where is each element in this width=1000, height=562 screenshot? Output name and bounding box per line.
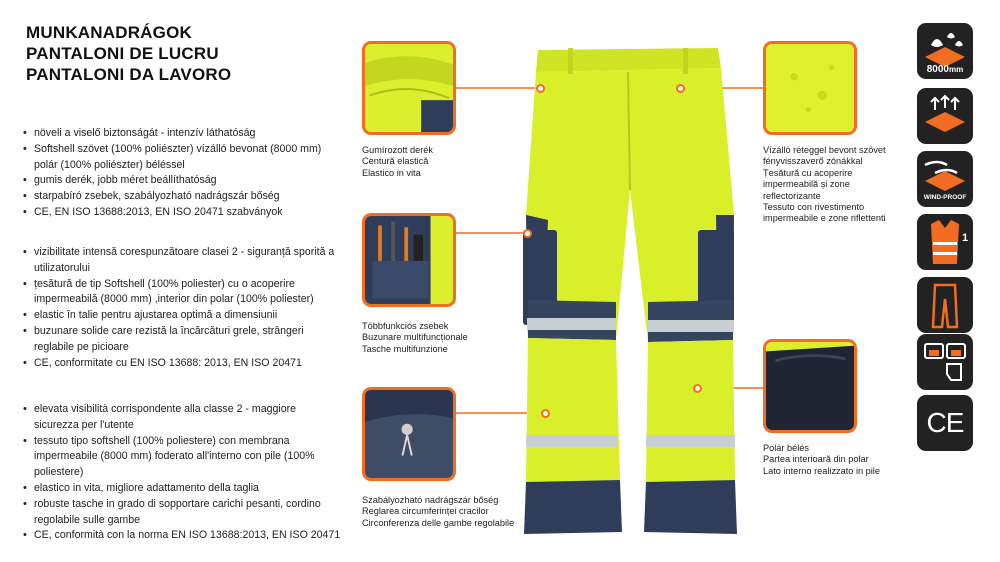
feature-list-hu: [22, 126, 342, 221]
windproof-label: WIND-PROOF: [923, 194, 967, 201]
lining-detail-image: [763, 339, 857, 433]
waterproof-value: 8000: [926, 64, 949, 75]
feature-item: • Softshell szövet (100% poliészter) vízálló bevonat (8000 mm) polár (100% poliészter) béléssel: [22, 142, 342, 174]
lining-caption: Polár bélés Partea interioară din polar Lato interno realizzato in pile: [763, 443, 880, 476]
feature-item: • CE, EN ISO 13688:2013, EN ISO 20471 szabványok: [22, 205, 342, 221]
breathable-icon: [917, 88, 973, 144]
fabric-detail-image: [763, 41, 857, 135]
waist-callout-dot: [536, 84, 545, 93]
feature-item: • CE, conformità con la norma EN ISO 13688:2013, EN ISO 20471: [22, 528, 342, 544]
feature-item: • țesătură de tip Softshell (100% poliester) cu o acoperire impermeabilă (8000 mm) ,interior din polar (100% poliester): [22, 277, 342, 309]
pockets-callout-dot: [523, 229, 532, 238]
feature-list-ro: [22, 245, 342, 371]
pockets-icon: [917, 334, 973, 390]
lining-callout-dot: [693, 384, 702, 393]
ce-mark-icon: [917, 395, 973, 451]
title-ro: PANTALONI DE LUCRU: [26, 44, 219, 63]
feature-item: • elevata visibilità corrispondente alla classe 2 - maggiore sicurezza per l'utente: [22, 402, 342, 434]
fabric-callout-dot: [676, 84, 685, 93]
title-it: PANTALONI DA LAVORO: [26, 65, 232, 84]
feature-item: • robuste tasche in grado di sopportare carichi pesanti, cordino regolabile sulle gambe: [22, 497, 342, 529]
trousers-icon: [917, 277, 973, 333]
title-block: [26, 22, 231, 85]
feature-item: • elastic în talie pentru ajustarea optimă a dimensiunii: [22, 308, 342, 324]
fabric-caption: Vízálló réteggel bevont szövet fényvisszaverő zónákkal Țesătură cu acoperire impermeabilă și zone reflectorizante Tessuto con rivestimento impermeabile e zone riflettenti: [763, 145, 886, 224]
waterproof-unit: mm: [949, 65, 964, 74]
waterproof-icon: [917, 23, 973, 79]
feature-item: • buzunare solide care rezistă la încărcături grele, strângeri reglabile pe picioare: [22, 324, 342, 356]
feature-item: • vizibilitate intensă corespunzătoare clasei 2 - siguranță sporită a utilizatorului: [22, 245, 342, 277]
hem-callout-dot: [541, 409, 550, 418]
feature-item: • elastico in vita, migliore adattamento della taglia: [22, 481, 342, 497]
windproof-icon: [917, 151, 973, 207]
ce-label: CE: [926, 407, 964, 438]
hi-vis-vest-icon: [917, 214, 973, 270]
pockets-detail-image: [362, 213, 456, 307]
feature-item: • növeli a viselő biztonságát - intenzív láthatóság: [22, 126, 342, 142]
title-hu: MUNKANADRÁGOK: [26, 23, 192, 42]
pockets-caption: Többfunkciós zsebek Buzunare multifuncționale Tasche multifunzione: [362, 321, 468, 354]
feature-item: • CE, conformitate cu EN ISO 13688: 2013, EN ISO 20471: [22, 356, 342, 372]
hi-vis-pants-image: [508, 40, 748, 540]
waist-caption: Gumírozott derék Centură elastică Elastico in vita: [362, 145, 433, 178]
feature-item: • gumis derék, jobb méret beállíthatóság: [22, 173, 342, 189]
vest-class-number: 1: [961, 232, 969, 244]
feature-list-it: [22, 402, 342, 544]
feature-item: • tessuto tipo softshell (100% poliestere) con membrana impermeabile (8000 mm) foderato all'interno con pile (100% poliestere): [22, 434, 342, 481]
hem-caption: Szabályozható nadrágszár bőség Reglarea circumferinței cracilor Circonferenza delle gambe regolabile: [362, 495, 515, 528]
feature-item: • starpabíró zsebek, szabályozható nadrágszár bőség: [22, 189, 342, 205]
waist-detail-image: [362, 41, 456, 135]
hem-detail-image: [362, 387, 456, 481]
